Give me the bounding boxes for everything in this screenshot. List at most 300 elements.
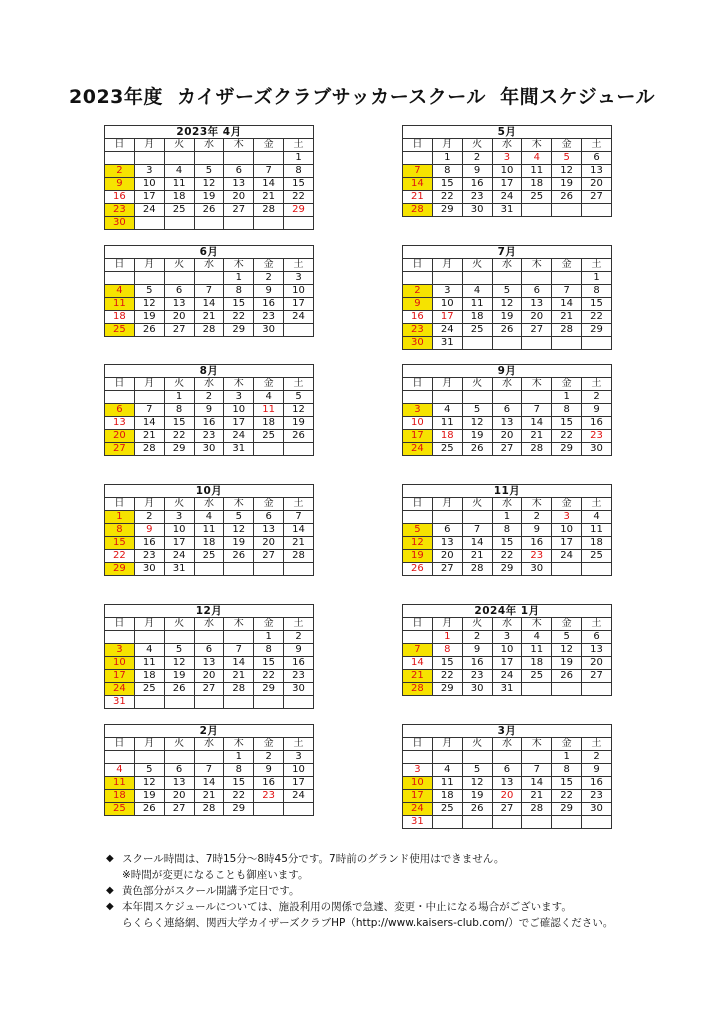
day-cell: 17 — [164, 537, 194, 550]
weekday-header: 火 — [462, 498, 492, 511]
day-cell: 8 — [164, 404, 194, 417]
day-cell: 27 — [582, 191, 612, 204]
day-cell: 24 — [403, 443, 433, 456]
empty-cell — [254, 152, 284, 165]
month-calendar — [402, 604, 612, 696]
day-cell: 3 — [492, 631, 522, 644]
day-cell: 19 — [134, 311, 164, 324]
day-cell: 4 — [462, 285, 492, 298]
day-cell: 16 — [105, 191, 135, 204]
day-cell: 15 — [224, 777, 254, 790]
day-cell: 27 — [522, 324, 552, 337]
day-cell: 4 — [105, 764, 135, 777]
day-cell: 4 — [582, 511, 612, 524]
note-schedule-changes — [106, 899, 613, 915]
day-cell: 14 — [134, 417, 164, 430]
weekday-header: 火 — [164, 498, 194, 511]
day-cell: 4 — [254, 391, 284, 404]
day-cell: 30 — [105, 217, 135, 230]
weekday-header: 水 — [492, 378, 522, 391]
day-cell: 25 — [462, 324, 492, 337]
empty-cell — [462, 751, 492, 764]
day-cell: 22 — [552, 790, 582, 803]
day-cell: 9 — [194, 404, 224, 417]
day-cell: 4 — [522, 631, 552, 644]
day-cell: 24 — [105, 683, 135, 696]
day-cell: 29 — [284, 204, 314, 217]
empty-cell — [492, 272, 522, 285]
day-cell: 17 — [492, 178, 522, 191]
day-cell: 7 — [194, 764, 224, 777]
weekday-header: 水 — [194, 259, 224, 272]
day-cell: 19 — [552, 178, 582, 191]
day-cell: 22 — [224, 790, 254, 803]
day-cell: 13 — [164, 777, 194, 790]
weekday-header: 金 — [254, 378, 284, 391]
weekday-header: 木 — [522, 378, 552, 391]
day-cell: 16 — [284, 657, 314, 670]
day-cell: 2 — [462, 631, 492, 644]
weekday-header: 日 — [403, 618, 433, 631]
empty-cell — [492, 816, 522, 829]
day-cell: 15 — [164, 417, 194, 430]
weekday-header: 火 — [164, 259, 194, 272]
day-cell: 28 — [254, 204, 284, 217]
day-cell: 12 — [492, 298, 522, 311]
day-cell: 29 — [164, 443, 194, 456]
weekday-header: 日 — [403, 498, 433, 511]
weekday-header: 土 — [582, 259, 612, 272]
day-cell: 2 — [284, 631, 314, 644]
month-title: 6月 — [105, 246, 314, 259]
day-cell: 25 — [134, 683, 164, 696]
day-cell: 30 — [522, 563, 552, 576]
day-cell: 24 — [492, 670, 522, 683]
day-cell: 5 — [284, 391, 314, 404]
day-cell: 23 — [194, 430, 224, 443]
note-highlight-meaning — [106, 883, 613, 899]
day-cell: 7 — [134, 404, 164, 417]
day-cell: 25 — [194, 550, 224, 563]
day-cell: 10 — [224, 404, 254, 417]
day-cell: 3 — [224, 391, 254, 404]
empty-cell — [194, 152, 224, 165]
day-cell: 29 — [552, 443, 582, 456]
day-cell: 14 — [194, 298, 224, 311]
day-cell: 19 — [224, 537, 254, 550]
day-cell: 21 — [194, 790, 224, 803]
empty-cell — [492, 391, 522, 404]
day-cell: 14 — [403, 657, 433, 670]
day-cell: 2 — [254, 272, 284, 285]
month-title: 10月 — [105, 485, 314, 498]
day-cell: 2 — [582, 391, 612, 404]
day-cell: 14 — [522, 777, 552, 790]
day-cell: 8 — [105, 524, 135, 537]
day-cell: 25 — [432, 443, 462, 456]
empty-cell — [432, 816, 462, 829]
weekday-header: 月 — [134, 618, 164, 631]
empty-cell — [254, 563, 284, 576]
day-cell: 31 — [105, 696, 135, 709]
day-cell: 9 — [254, 764, 284, 777]
weekday-header: 日 — [105, 738, 135, 751]
weekday-header: 木 — [224, 498, 254, 511]
empty-cell — [164, 152, 194, 165]
day-cell: 12 — [462, 417, 492, 430]
empty-cell — [522, 816, 552, 829]
day-cell: 22 — [164, 430, 194, 443]
day-cell: 21 — [552, 311, 582, 324]
day-cell: 20 — [194, 670, 224, 683]
day-cell: 17 — [552, 537, 582, 550]
day-cell: 18 — [462, 311, 492, 324]
day-cell: 23 — [254, 790, 284, 803]
day-cell: 12 — [552, 644, 582, 657]
empty-cell — [194, 631, 224, 644]
weekday-header: 土 — [582, 738, 612, 751]
day-cell: 1 — [224, 751, 254, 764]
day-cell: 3 — [432, 285, 462, 298]
day-cell: 16 — [462, 178, 492, 191]
empty-cell — [522, 683, 552, 696]
day-cell: 29 — [492, 563, 522, 576]
weekday-header: 日 — [403, 738, 433, 751]
day-cell: 8 — [224, 285, 254, 298]
day-cell: 10 — [164, 524, 194, 537]
month-calendar — [104, 245, 314, 337]
day-cell: 16 — [254, 777, 284, 790]
day-cell: 2 — [194, 391, 224, 404]
day-cell: 25 — [522, 191, 552, 204]
day-cell: 4 — [432, 764, 462, 777]
weekday-header: 木 — [224, 259, 254, 272]
weekday-header: 土 — [582, 139, 612, 152]
day-cell: 12 — [164, 657, 194, 670]
day-cell: 5 — [462, 404, 492, 417]
weekday-header: 月 — [432, 498, 462, 511]
day-cell: 5 — [134, 764, 164, 777]
weekday-header: 水 — [194, 618, 224, 631]
day-cell: 10 — [403, 777, 433, 790]
day-cell: 9 — [134, 524, 164, 537]
weekday-header: 木 — [522, 618, 552, 631]
day-cell: 20 — [432, 550, 462, 563]
weekday-header: 日 — [403, 139, 433, 152]
day-cell: 27 — [224, 204, 254, 217]
day-cell: 5 — [462, 764, 492, 777]
day-cell: 16 — [194, 417, 224, 430]
empty-cell — [284, 217, 314, 230]
day-cell: 13 — [194, 657, 224, 670]
day-cell: 29 — [582, 324, 612, 337]
day-cell: 28 — [522, 443, 552, 456]
day-cell: 22 — [582, 311, 612, 324]
day-cell: 8 — [284, 165, 314, 178]
note-school-hours — [106, 851, 613, 867]
day-cell: 8 — [432, 644, 462, 657]
day-cell: 24 — [492, 191, 522, 204]
note-contact-info: らくらく連絡網、関西大学カイザーズクラブHP（http://www.kaisers-club.com/）でご確認ください。 — [122, 917, 614, 929]
day-cell: 9 — [403, 298, 433, 311]
day-cell: 7 — [462, 524, 492, 537]
empty-cell — [284, 696, 314, 709]
month-title: 2023年 4月 — [105, 126, 314, 139]
day-cell: 18 — [134, 670, 164, 683]
day-cell: 5 — [224, 511, 254, 524]
day-cell: 11 — [432, 777, 462, 790]
empty-cell — [462, 816, 492, 829]
weekday-header: 日 — [105, 618, 135, 631]
day-cell: 26 — [164, 683, 194, 696]
empty-cell — [224, 152, 254, 165]
day-cell: 27 — [492, 443, 522, 456]
day-cell: 24 — [403, 803, 433, 816]
day-cell: 15 — [432, 657, 462, 670]
empty-cell — [194, 696, 224, 709]
weekday-header: 月 — [134, 139, 164, 152]
day-cell: 4 — [105, 285, 135, 298]
empty-cell — [552, 683, 582, 696]
weekday-header: 土 — [582, 378, 612, 391]
day-cell: 1 — [254, 631, 284, 644]
empty-cell — [164, 696, 194, 709]
day-cell: 1 — [164, 391, 194, 404]
weekday-header: 木 — [224, 378, 254, 391]
day-cell: 11 — [432, 417, 462, 430]
day-cell: 2 — [403, 285, 433, 298]
day-cell: 30 — [134, 563, 164, 576]
day-cell: 22 — [432, 670, 462, 683]
day-cell: 20 — [164, 790, 194, 803]
weekday-header: 水 — [492, 498, 522, 511]
weekday-header: 金 — [254, 618, 284, 631]
day-cell: 17 — [105, 670, 135, 683]
empty-cell — [492, 337, 522, 350]
day-cell: 22 — [432, 191, 462, 204]
day-cell: 17 — [432, 311, 462, 324]
weekday-header: 火 — [462, 378, 492, 391]
month-title: 5月 — [403, 126, 612, 139]
day-cell: 13 — [492, 417, 522, 430]
day-cell: 10 — [492, 644, 522, 657]
day-cell: 8 — [254, 644, 284, 657]
day-cell: 15 — [432, 178, 462, 191]
empty-cell — [403, 511, 433, 524]
weekday-header: 火 — [462, 259, 492, 272]
empty-cell — [224, 217, 254, 230]
day-cell: 12 — [224, 524, 254, 537]
weekday-header: 木 — [522, 139, 552, 152]
day-cell: 4 — [432, 404, 462, 417]
weekday-header: 火 — [164, 139, 194, 152]
day-cell: 21 — [254, 191, 284, 204]
day-cell: 26 — [462, 443, 492, 456]
day-cell: 14 — [462, 537, 492, 550]
day-cell: 23 — [582, 790, 612, 803]
day-cell: 9 — [462, 644, 492, 657]
empty-cell — [134, 631, 164, 644]
empty-cell — [194, 751, 224, 764]
empty-cell — [105, 631, 135, 644]
day-cell: 18 — [105, 790, 135, 803]
day-cell: 7 — [522, 404, 552, 417]
day-cell: 19 — [492, 311, 522, 324]
day-cell: 6 — [194, 644, 224, 657]
day-cell: 9 — [582, 764, 612, 777]
month-calendar — [402, 724, 612, 829]
weekday-header: 木 — [522, 259, 552, 272]
day-cell: 5 — [552, 631, 582, 644]
month-title: 2024年 1月 — [403, 605, 612, 618]
day-cell: 15 — [254, 657, 284, 670]
day-cell: 8 — [432, 165, 462, 178]
day-cell: 16 — [582, 417, 612, 430]
day-cell: 22 — [492, 550, 522, 563]
empty-cell — [194, 563, 224, 576]
weekday-header: 金 — [254, 738, 284, 751]
day-cell: 24 — [134, 204, 164, 217]
weekday-header: 月 — [432, 259, 462, 272]
day-cell: 3 — [134, 165, 164, 178]
day-cell: 3 — [284, 751, 314, 764]
empty-cell — [194, 272, 224, 285]
empty-cell — [403, 391, 433, 404]
day-cell: 1 — [552, 751, 582, 764]
empty-cell — [492, 751, 522, 764]
weekday-header: 水 — [492, 738, 522, 751]
weekday-header: 火 — [164, 618, 194, 631]
day-cell: 26 — [462, 803, 492, 816]
day-cell: 4 — [522, 152, 552, 165]
day-cell: 29 — [432, 204, 462, 217]
day-cell: 18 — [254, 417, 284, 430]
day-cell: 19 — [134, 790, 164, 803]
day-cell: 21 — [224, 670, 254, 683]
day-cell: 20 — [164, 311, 194, 324]
day-cell: 27 — [492, 803, 522, 816]
day-cell: 28 — [194, 803, 224, 816]
day-cell: 28 — [462, 563, 492, 576]
day-cell: 9 — [582, 404, 612, 417]
day-cell: 4 — [164, 165, 194, 178]
weekday-header: 土 — [284, 498, 314, 511]
day-cell: 24 — [284, 311, 314, 324]
weekday-header: 金 — [552, 139, 582, 152]
day-cell: 6 — [522, 285, 552, 298]
weekday-header: 月 — [134, 738, 164, 751]
day-cell: 29 — [224, 803, 254, 816]
empty-cell — [105, 751, 135, 764]
day-cell: 1 — [552, 391, 582, 404]
empty-cell — [134, 391, 164, 404]
day-cell: 6 — [164, 285, 194, 298]
day-cell: 10 — [492, 165, 522, 178]
day-cell: 19 — [194, 191, 224, 204]
day-cell: 16 — [134, 537, 164, 550]
note-text: スクール時間は、7時15分～8時45分です。7時前のグランド使用はできません。 — [122, 853, 505, 865]
day-cell: 28 — [134, 443, 164, 456]
day-cell: 15 — [224, 298, 254, 311]
weekday-header: 土 — [284, 139, 314, 152]
day-cell: 9 — [522, 524, 552, 537]
day-cell: 27 — [194, 683, 224, 696]
day-cell: 20 — [582, 178, 612, 191]
day-cell: 3 — [403, 404, 433, 417]
day-cell: 12 — [284, 404, 314, 417]
day-cell: 31 — [432, 337, 462, 350]
month-calendar — [402, 484, 612, 576]
day-cell: 23 — [462, 191, 492, 204]
month-calendar — [104, 364, 314, 456]
empty-cell — [552, 337, 582, 350]
day-cell: 27 — [164, 324, 194, 337]
day-cell: 23 — [105, 204, 135, 217]
empty-cell — [582, 337, 612, 350]
weekday-header: 木 — [224, 618, 254, 631]
day-cell: 31 — [403, 816, 433, 829]
day-cell: 21 — [522, 430, 552, 443]
day-cell: 1 — [492, 511, 522, 524]
empty-cell — [462, 391, 492, 404]
empty-cell — [134, 217, 164, 230]
day-cell: 11 — [254, 404, 284, 417]
empty-cell — [582, 204, 612, 217]
day-cell: 24 — [552, 550, 582, 563]
day-cell: 25 — [105, 324, 135, 337]
day-cell: 11 — [462, 298, 492, 311]
empty-cell — [224, 563, 254, 576]
day-cell: 24 — [432, 324, 462, 337]
day-cell: 3 — [403, 764, 433, 777]
day-cell: 6 — [492, 404, 522, 417]
day-cell: 12 — [552, 165, 582, 178]
day-cell: 30 — [194, 443, 224, 456]
day-cell: 6 — [582, 152, 612, 165]
day-cell: 8 — [552, 764, 582, 777]
day-cell: 27 — [432, 563, 462, 576]
day-cell: 9 — [462, 165, 492, 178]
day-cell: 10 — [432, 298, 462, 311]
day-cell: 11 — [194, 524, 224, 537]
day-cell: 30 — [403, 337, 433, 350]
day-cell: 25 — [254, 430, 284, 443]
day-cell: 26 — [552, 191, 582, 204]
weekday-header: 金 — [552, 618, 582, 631]
day-cell: 28 — [284, 550, 314, 563]
day-cell: 6 — [224, 165, 254, 178]
weekday-header: 土 — [582, 618, 612, 631]
day-cell: 15 — [284, 178, 314, 191]
empty-cell — [284, 563, 314, 576]
month-calendar — [402, 245, 612, 350]
note-text: 黄色部分がスクール開講予定日です。 — [122, 885, 300, 897]
month-title: 9月 — [403, 365, 612, 378]
day-cell: 28 — [403, 683, 433, 696]
day-cell: 20 — [105, 430, 135, 443]
empty-cell — [522, 272, 552, 285]
day-cell: 7 — [403, 165, 433, 178]
day-cell: 13 — [254, 524, 284, 537]
weekday-header: 土 — [284, 618, 314, 631]
weekday-header: 月 — [134, 498, 164, 511]
day-cell: 18 — [582, 537, 612, 550]
month-calendar — [104, 484, 314, 576]
weekday-header: 木 — [224, 139, 254, 152]
day-cell: 17 — [284, 298, 314, 311]
day-cell: 25 — [522, 670, 552, 683]
day-cell: 13 — [492, 777, 522, 790]
